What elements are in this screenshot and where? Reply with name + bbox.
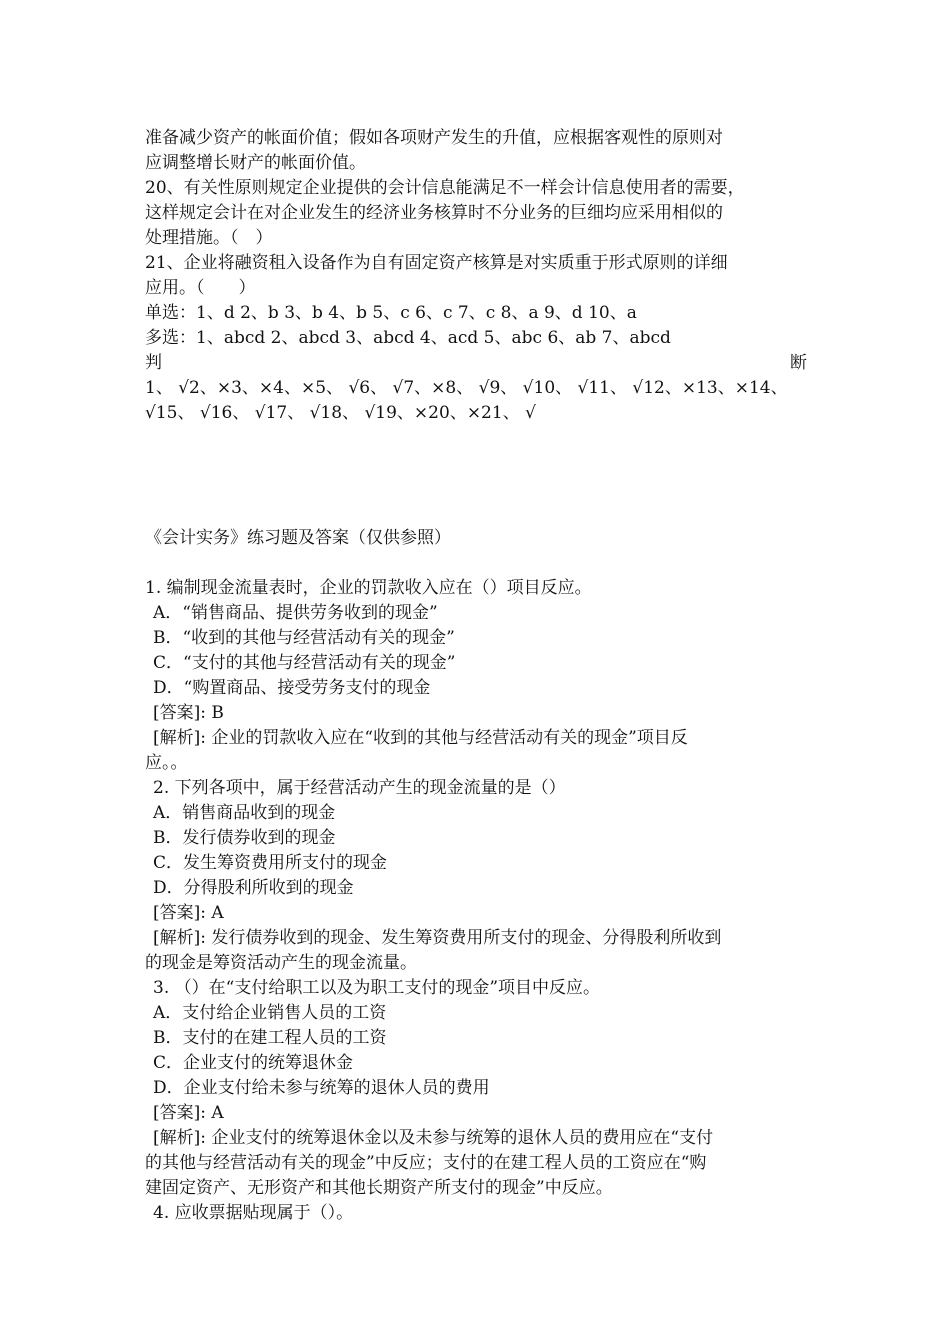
q1-option-a: A．“销售商品、提供劳务收到的现金” xyxy=(153,603,438,623)
single-choice-answers: 单选：1、d 2、b 3、b 4、b 5、c 6、c 7、c 8、a 9、d 10、a xyxy=(145,303,637,323)
text-line: 处理措施。（ ） xyxy=(145,228,273,248)
q1-option-c: C．“支付的其他与经营活动有关的现金” xyxy=(153,653,456,673)
q1-option-d: D．“购置商品、接受劳务支付的现金 xyxy=(153,678,431,698)
q1-analysis: [解析]: 企业的罚款收入应在“收到的其他与经营活动有关的现金”项目反 xyxy=(153,728,688,748)
section-title: 《会计实务》练习题及答案（仅供参照） xyxy=(145,528,451,548)
q2-option-a: A．销售商品收到的现金 xyxy=(153,803,336,823)
q3-analysis-cont: 的其他与经营活动有关的现金”中反应；支付的在建工程人员的工资应在“购 xyxy=(145,1153,707,1173)
q3-analysis-cont: 建固定资产、无形资产和其他长期资产所支付的现金”中反应。 xyxy=(145,1178,613,1198)
question-21: 21、企业将融资租入设备作为自有固定资产核算是对实质重于形式原则的详细 xyxy=(145,253,728,273)
q3-option-a: A．支付给企业销售人员的工资 xyxy=(153,1003,387,1023)
q2-option-c: C．发生筹资费用所支付的现金 xyxy=(153,853,388,873)
q2-option-b: B．发行债券收到的现金 xyxy=(153,828,336,848)
text-line: 这样规定会计在对企业发生的经济业务核算时不分业务的巨细均应采用相似的 xyxy=(145,203,723,223)
text-line: 应用。（ ） xyxy=(145,278,256,298)
q2-option-d: D．分得股利所收到的现金 xyxy=(153,878,354,898)
q3-option-b: B．支付的在建工程人员的工资 xyxy=(153,1028,387,1048)
judge-heading xyxy=(145,351,807,376)
question-2: 2. 下列各项中，属于经营活动产生的现金流量的是（） xyxy=(153,778,566,798)
q2-analysis-cont: 的现金是筹资活动产生的现金流量。 xyxy=(145,953,417,973)
question-4: 4. 应收票据贴现属于（）。 xyxy=(153,1203,354,1223)
judge-answers-line-2: √15、 √16、 √17、 √18、 √19、×20、×21、 √ xyxy=(145,403,536,423)
spacer xyxy=(145,426,807,526)
q2-analysis: [解析]: 发行债券收到的现金、发生筹资费用所支付的现金、分得股利所收到 xyxy=(153,928,722,948)
q1-analysis-cont: 应。。 xyxy=(145,753,188,773)
q2-answer: [答案]: A xyxy=(153,903,224,923)
judge-left-char: 判 xyxy=(145,353,162,373)
multi-choice-answers: 多选：1、abcd 2、abcd 3、abcd 4、acd 5、abc 6、ab 7、abcd xyxy=(145,328,671,348)
q3-option-c: C．企业支付的统筹退休金 xyxy=(153,1053,354,1073)
text-line: 应调整增长财产的帐面价值。 xyxy=(145,153,366,173)
document-body xyxy=(145,126,807,1226)
judge-answers-line-1: 1、 √2、×3、×4、×5、 √6、 √7、×8、 √9、 √10、 √11、 √12、×13、×14、 xyxy=(145,378,788,398)
text-line: 准备减少资产的帐面价值；假如各项财产发生的升值，应根据客观性的原则对 xyxy=(145,128,723,148)
judge-right-char: 断 xyxy=(790,353,807,373)
q3-analysis: [解析]: 企业支付的统筹退休金以及未参与统筹的退休人员的费用应在“支付 xyxy=(153,1128,714,1148)
question-3: 3. （）在“支付给职工以及为职工支付的现金”项目中反应。 xyxy=(153,978,601,998)
question-20: 20、有关性原则规定企业提供的会计信息能满足不一样会计信息使用者的需要， xyxy=(145,178,745,198)
question-1: 1. 编制现金流量表时，企业的罚款收入应在（）项目反应。 xyxy=(145,578,592,598)
q3-answer: [答案]: A xyxy=(153,1103,224,1123)
spacer xyxy=(145,551,807,576)
q3-option-d: D．企业支付给未参与统筹的退休人员的费用 xyxy=(153,1078,490,1098)
q1-answer: [答案]: B xyxy=(153,703,224,723)
q1-option-b: B．“收到的其他与经营活动有关的现金” xyxy=(153,628,455,648)
